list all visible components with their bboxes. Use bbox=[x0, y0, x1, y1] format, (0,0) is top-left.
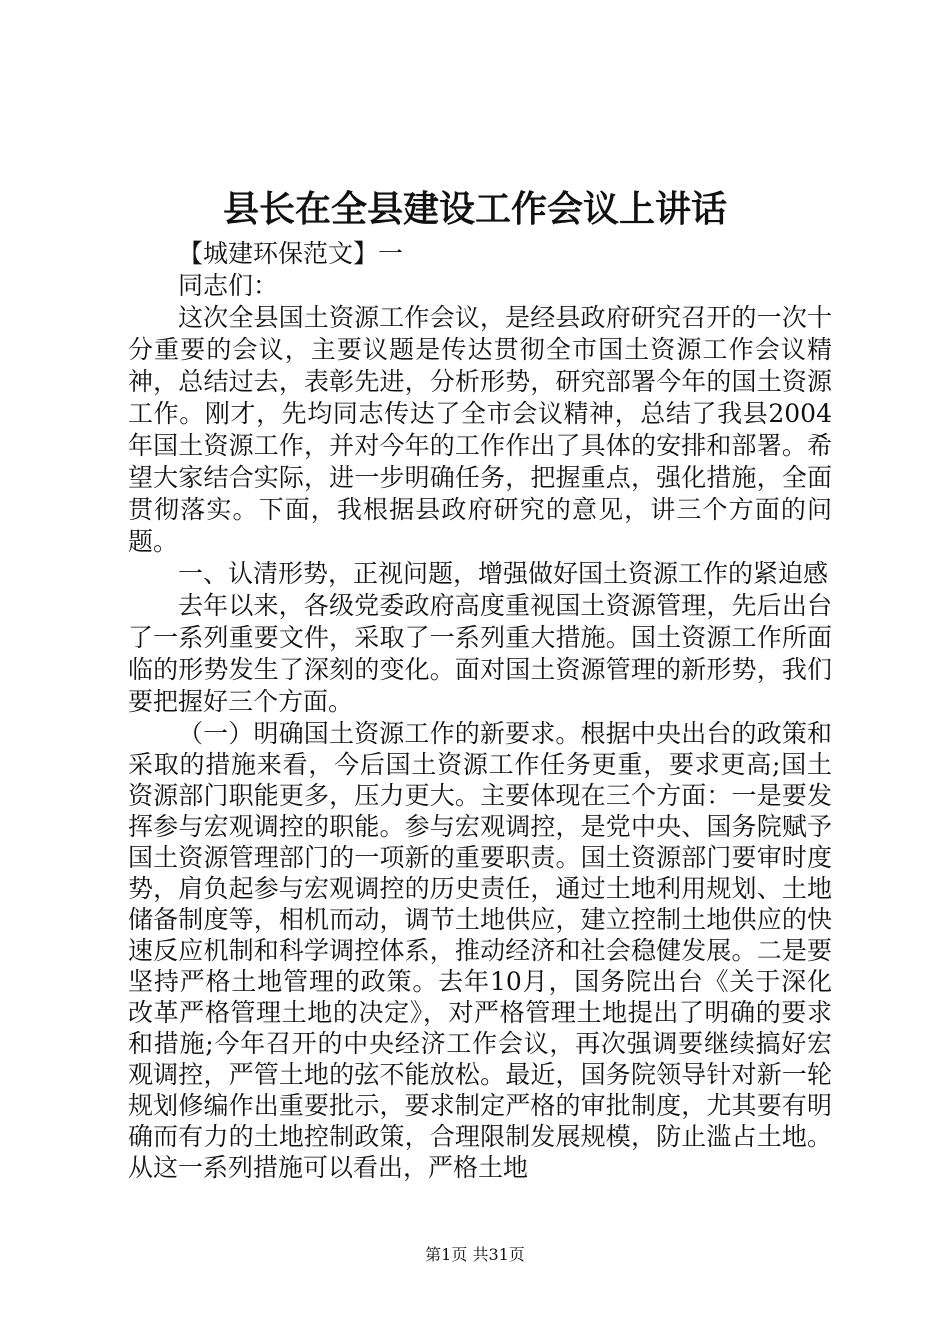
category-label: 【城建环保范文】一 bbox=[178, 239, 404, 268]
document-body bbox=[128, 238, 832, 1183]
page-number: 第1页 共31页 bbox=[425, 1245, 525, 1264]
body-paragraph: 去年以来，各级党委政府高度重视国土资源管理，先后出台了一系列重要文件，采取了一系列重大措施。国土资源工作所面临的形势发生了深刻的变化。面对国土资源管理的新形势，我们要把握好三个方面。 bbox=[128, 591, 832, 716]
body-paragraph: （一）明确国土资源工作的新要求。根据中央出台的政策和采取的措施来看，今后国土资源工作任务更重，要求更高;国土资源部门职能更多，压力更大。主要体现在三个方面：一是要发挥参与宏观调控的职能。参与宏观调控，是党中央、国务院赋予国土资源管理部门的一项新的重要职责。国土资源部门要审时度势，肩负起参与宏观调控的历史责任，通过土地利用规划、土地储备制度等，相机而动，调节土地供应，建立控制土地供应的快速反应机制和科学调控体系，推动经济和社会稳健发展。二是要坚持严格土地管理的政策。去年10月，国务院出台《关于深化改革严格管理土地的决定》，对严格管理土地提出了明确的要求和措施;今年召开的中央经济工作会议，再次强调要继续搞好宏观调控，严管土地的弦不能放松。最近，国务院领导针对新一轮规划修编作出重要批示，要求制定严格的审批制度，尤其要有明确而有力的土地控制政策，合理限制发展规模，防止滥占土地。从这一系列措施可以看出，严格土地 bbox=[128, 719, 832, 1182]
section-heading: 一、认清形势，正视问题，增强做好国土资源工作的紧迫感 bbox=[178, 559, 829, 588]
salutation: 同志们： bbox=[178, 271, 279, 300]
page-title: 县长在全县建设工作会议上讲话 bbox=[222, 189, 727, 230]
body-paragraph: 这次全县国土资源工作会议，是经县政府研究召开的一次十分重要的会议，主要议题是传达贯彻全市国土资源工作会议精神，总结过去，表彰先进，分析形势，研究部署今年的国土资源工作。刚才，先均同志传达了全市会议精神，总结了我县2004年国土资源工作，并对今年的工作作出了具体的安排和部署。希望大家结合实际，进一步明确任务，把握重点，强化措施，全面贯彻落实。下面，我根据县政府研究的意见，讲三个方面的问题。 bbox=[128, 303, 832, 556]
